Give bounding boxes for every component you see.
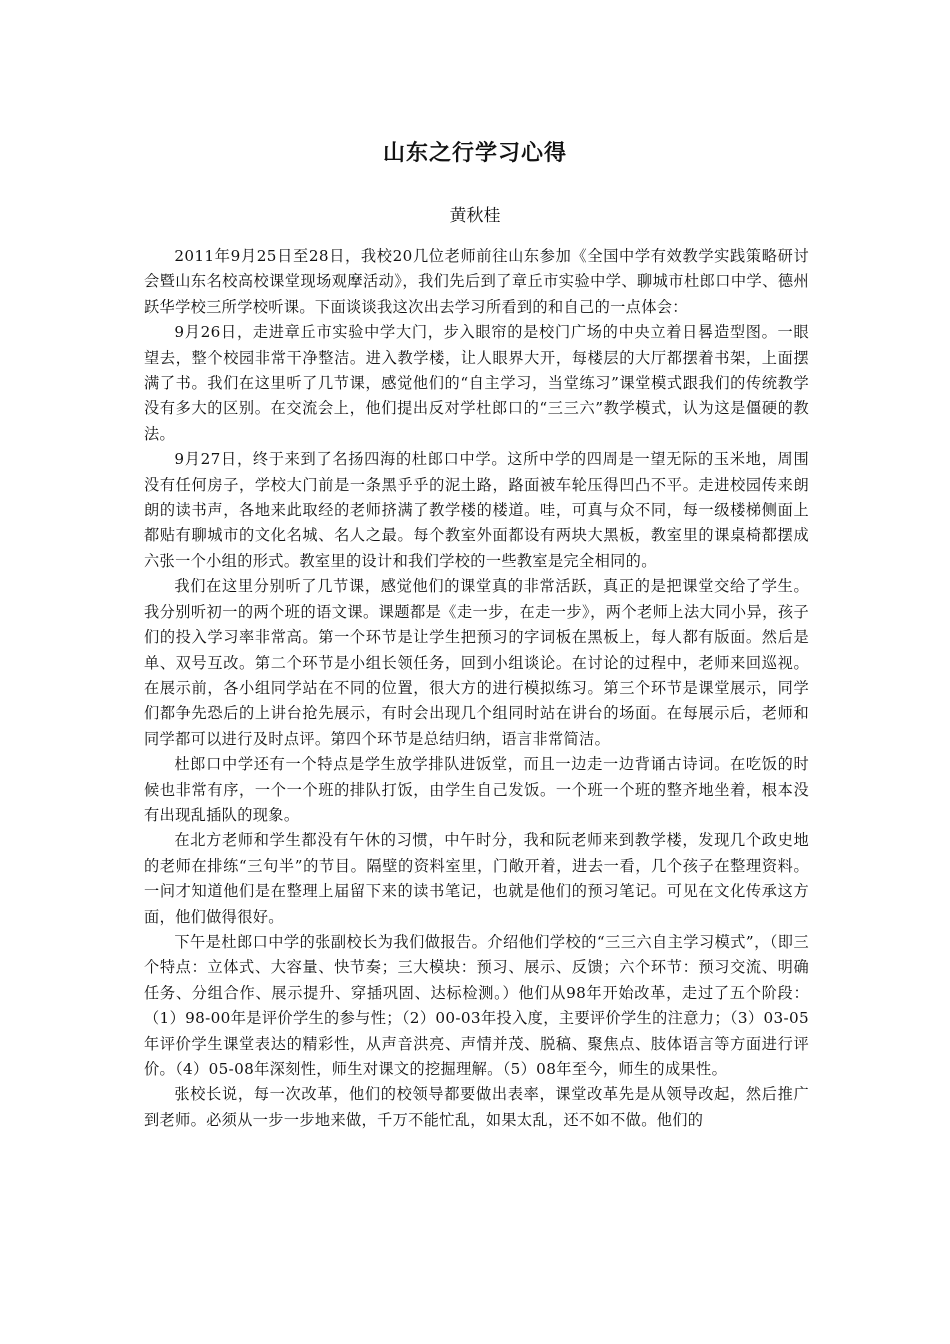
- paragraph-noon: 在北方老师和学生都没有午休的习惯，中午时分，我和阮老师来到教学楼，发现几个政史地的老师在排练“三句半”的节目。隔壁的资料室里，门敞开着，进去一看，几个孩子在整理资料。一问才知道他们是在整理上届留下来的读书笔记，也就是他们的预习笔记。可见在文化传承这方面，他们做得很好。: [144, 831, 809, 926]
- paragraph-sept-27: 9月27日，终于来到了名扬四海的杜郎口中学。这所中学的四周是一望无际的玉米地，周围没有任何房子，学校大门前是一条黑乎乎的泥土路，路面被车轮压得凹凸不平。走进校园传来朗朗的读书声，各地来此取经的老师挤满了教学楼的楼道。哇，可真与众不同，每一级楼梯侧面上都贴有聊城市的文化名城、名人之最。每个教室外面都设有两块大黑板，教室里的课桌椅都摆成六张一个小组的形式。教室里的设计和我们学校的一些教室是完全相同的。: [144, 450, 809, 570]
- paragraph-dining: 杜郎口中学还有一个特点是学生放学排队进饭堂，而且一边走一边背诵古诗词。在吃饭的时候也非常有序，一个一个班的排队打饭，由学生自己发饭。一个班一个班的整齐地坐着，根本没有出现乱插队的现象。: [144, 755, 809, 824]
- document-title: 山东之行学习心得: [382, 140, 567, 166]
- document-author: 黄秋桂: [449, 206, 501, 226]
- paragraph-report: 下午是杜郎口中学的张副校长为我们做报告。介绍他们学校的“三三六自主学习模式”，（即三个特点：立体式、大容量、快节奏；三大模块：预习、展示、反馈；六个环节：预习交流、明确任务、分组合作、展示提升、穿插巩固、达标检测。）他们从98年开始改革，走过了五个阶段：（1）98-00年是评价学生的参与性；（2）00-03年投入度，主要评价学生的注意力；（3）03-05年评价学生课堂表达的精彩性，从声音洪亮、声情并茂、脱稿、聚焦点、肢体语言等方面进行评价。（4）05-08年深刻性，师生对课文的挖掘理解。（5）08年至今，师生的成果性。: [144, 932, 809, 1078]
- paragraph-sept-26: 9月26日，走进章丘市实验中学大门，步入眼帘的是校门广场的中央立着日晷造型图。一眼望去，整个校园非常干净整洁。进入教学楼，让人眼界大开，每楼层的大厅都摆着书架，上面摆满了书。我们在这里听了几节课，感觉他们的“自主学习，当堂练习”课堂模式跟我们的传统教学没有多大的区别。在交流会上，他们提出反对学杜郎口的“三三六”教学模式，认为这是僵硬的教法。: [144, 323, 809, 443]
- document-body: [144, 244, 809, 1133]
- paragraph-intro: 2011年9月25日至28日，我校20几位老师前往山东参加《全国中学有效教学实践策略研讨会暨山东名校高校课堂现场观摩活动》，我们先后到了章丘市实验中学、聊城市杜郎口中学、德州跃华学校三所学校听课。下面谈谈我这次出去学习所看到的和自己的一点体会：: [144, 247, 809, 316]
- paragraph-classes: 我们在这里分别听了几节课，感觉他们的课堂真的非常活跃，真正的是把课堂交给了学生。我分别听初一的两个班的语文课。课题都是《走一步，在走一步》，两个老师上法大同小异，孩子们的投入学习率非常高。第一个环节是让学生把预习的字词板在黑板上，每人都有版面。然后是单、双号互改。第二个环节是小组长领任务，回到小组谈论。在讨论的过程中，老师来回巡视。在展示前，各小组同学站在不同的位置，很大方的进行模拟练习。第三个环节是课堂展示，同学们都争先恐后的上讲台抢先展示，有时会出现几个组同时站在讲台的场面。在每展示后，老师和同学都可以进行及时点评。第四个环节是总结归纳，语言非常简洁。: [144, 577, 809, 748]
- paragraph-principal: 张校长说，每一次改革，他们的校领导都要做出表率，课堂改革先是从领导改起，然后推广到老师。必须从一步一步地来做，千万不能忙乱，如果太乱，还不如不做。他们的: [144, 1085, 809, 1129]
